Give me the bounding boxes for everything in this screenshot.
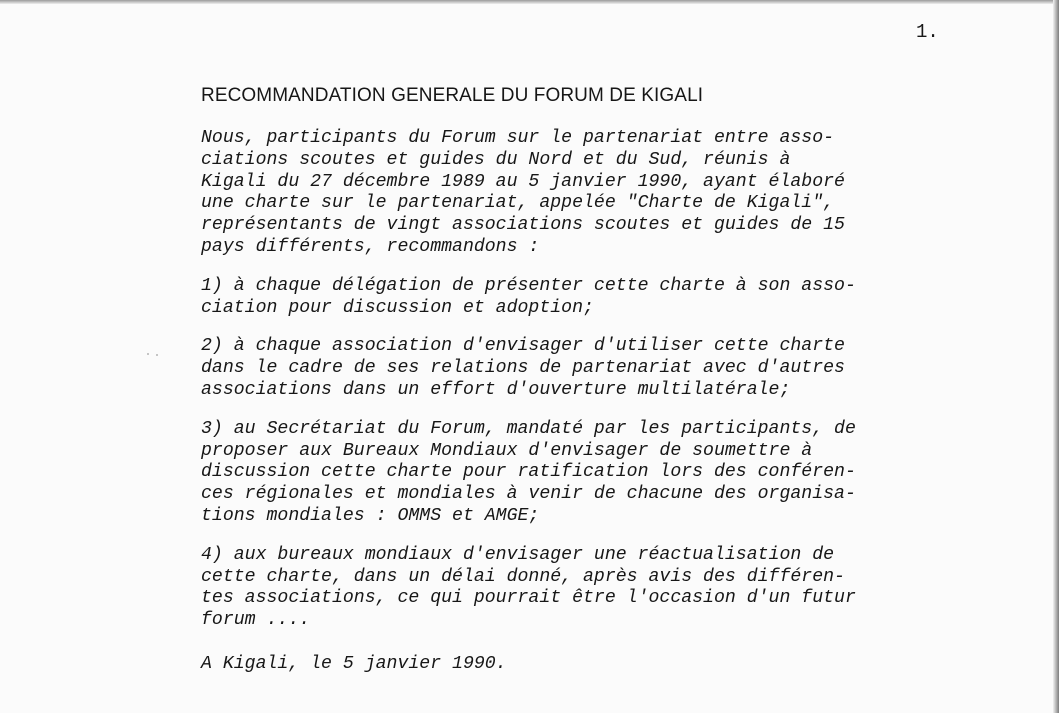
text-line: 1) à chaque délégation de présenter cette charte à son asso- xyxy=(201,275,856,296)
page-top-edge-shadow xyxy=(0,0,1059,4)
text-line: cette charte, dans un délai donné, après avis des différen- xyxy=(201,566,845,587)
signoff-text: A Kigali, le 5 janvier 1990. xyxy=(201,653,507,674)
text-line: une charte sur le partenariat, appelée "Charte de Kigali", xyxy=(201,193,835,214)
text-line: forum .... xyxy=(201,610,311,631)
text-line: Kigali du 27 décembre 1989 au 5 janvier 1990, ayant élaboré xyxy=(201,171,845,192)
text-line: représentants de vingt associations scoutes et guides de 15 xyxy=(201,215,845,236)
text-line: discussion cette charte pour ratification lors des conféren- xyxy=(201,462,856,483)
page-right-edge-shadow xyxy=(1053,0,1059,713)
recommendation-item-1 xyxy=(201,276,1001,320)
text-line: associations dans un effort d'ouverture multilatérale; xyxy=(201,379,791,400)
text-line: ciation pour discussion et adoption; xyxy=(201,297,594,318)
text-line: ces régionales et mondiales à venir de chacune des organisa- xyxy=(201,484,856,505)
recommendation-item-4 xyxy=(201,545,1001,632)
text-line: tes associations, ce qui pourrait être l'occasion d'un futur xyxy=(201,588,856,609)
intro-paragraph xyxy=(201,128,1001,259)
text-line: proposer aux Bureaux Mondiaux d'envisager de soumettre à xyxy=(201,440,813,461)
recommendation-item-3 xyxy=(201,419,1001,528)
document-body xyxy=(201,128,1001,693)
scan-speck xyxy=(156,354,158,356)
text-line: tions mondiales : OMMS et AMGE; xyxy=(201,505,540,526)
signoff-line xyxy=(201,654,1001,676)
text-line: 3) au Secrétariat du Forum, mandaté par les participants, de xyxy=(201,418,856,439)
text-line: ciations scoutes et guides du Nord et du Sud, réunis à xyxy=(201,149,791,170)
page-number: 1. xyxy=(916,21,939,43)
recommendation-item-2 xyxy=(201,336,1001,401)
text-line: 2) à chaque association d'envisager d'utiliser cette charte xyxy=(201,336,845,357)
text-line: 4) aux bureaux mondiaux d'envisager une réactualisation de xyxy=(201,544,835,565)
text-line: pays différents, recommandons : xyxy=(201,236,540,257)
text-line: Nous, participants du Forum sur le partenariat entre asso- xyxy=(201,128,835,148)
text-line: dans le cadre de ses relations de partenariat avec d'autres xyxy=(201,358,845,379)
document-title: RECOMMANDATION GENERALE DU FORUM DE KIGALI xyxy=(201,85,704,106)
scan-speck xyxy=(147,353,149,355)
